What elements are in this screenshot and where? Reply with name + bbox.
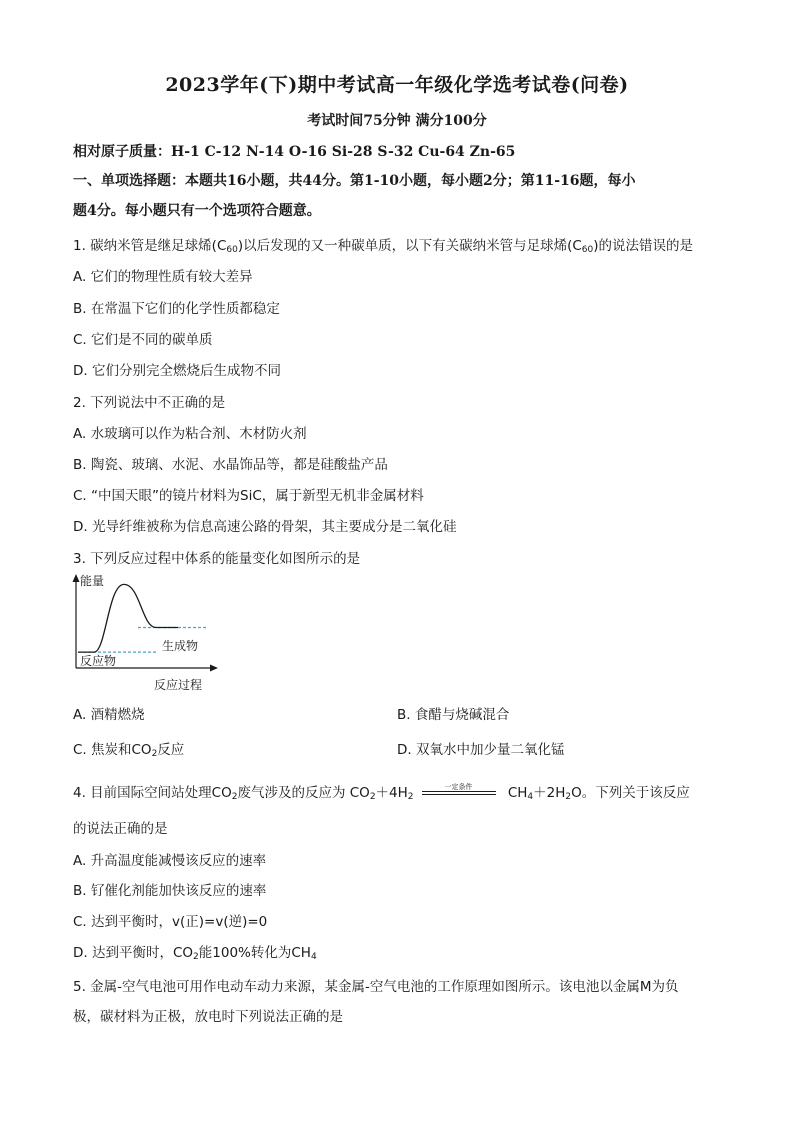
- energy-diagram: [66, 572, 226, 694]
- y-axis-arrow: [73, 574, 80, 582]
- question-3-option-a: A. 酒精燃烧: [73, 707, 145, 723]
- question-3-option-d: D. 双氧水中加少量二氧化锰: [397, 742, 565, 758]
- question-4-option-b: B. 钌催化剂能加快该反应的速率: [73, 883, 267, 899]
- y-axis-label: 能量: [80, 574, 105, 588]
- question-5-stem-line-2: 极，碳材料为正极，放电时下列说法正确的是: [73, 1009, 343, 1025]
- equilibrium-arrow-line: [422, 791, 496, 792]
- x-axis-arrow: [210, 665, 218, 672]
- question-2-option-b: B. 陶瓷、玻璃、水泥、水晶饰品等，都是硅酸盐产品: [73, 457, 388, 473]
- question-2-option-d: D. 光导纤维被称为信息高速公路的骨架，其主要成分是二氧化硅: [73, 519, 457, 535]
- reaction-arrow: [414, 782, 504, 801]
- question-4-option-a: A. 升高温度能减慢该反应的速率: [73, 853, 267, 869]
- question-4-option-c: C. 达到平衡时，v(正)=v(逆)=0: [73, 914, 268, 930]
- question-5-stem-line-1: 5. 金属-空气电池可用作电动车动力来源，某金属-空气电池的工作原理如图所示。该电池以金属M为负: [73, 979, 679, 995]
- question-1-option-b: B. 在常温下它们的化学性质都稳定: [73, 301, 280, 317]
- question-1-option-a: A. 它们的物理性质有较大差异: [73, 269, 253, 285]
- relative-atomic-mass: 相对原子质量：H-1 C-12 N-14 O-16 Si-28 S-32 Cu-64 Zn-65: [73, 144, 516, 160]
- question-2-stem: 2. 下列说法中不正确的是: [73, 395, 226, 411]
- product-label: 生成物: [162, 639, 199, 653]
- section-heading-line-2: 题4分。每小题只有一个选项符合题意。: [73, 203, 321, 219]
- reactant-label: 反应物: [80, 654, 117, 668]
- reaction-condition: 一定条件: [444, 783, 473, 791]
- page-title: 2023学年(下)期中考试高一年级化学选考试卷(问卷): [165, 74, 629, 96]
- question-3-option-c: C. 焦炭和$CO_2$反应: [73, 742, 185, 759]
- question-3-stem: 3. 下列反应过程中体系的能量变化如图所示的是: [73, 551, 361, 567]
- x-axis-label: 反应过程: [154, 678, 203, 692]
- question-4-option-d: D. 达到平衡时，$CO_2$能100%转化为$CH_4$: [73, 945, 317, 962]
- question-1-stem: 1. 碳纳米管是继足球烯$(C_{60})$以后发现的又一种碳单质，以下有关碳纳米管与足球烯$(C_{60})$的说法错误的是: [73, 238, 694, 255]
- section-heading-line-1: 一、单项选择题：本题共16小题，共44分。第1-10小题，每小题2分；第11-16题，每小: [73, 173, 636, 189]
- equilibrium-arrow-line-2: [422, 794, 496, 795]
- question-1-option-d: D. 它们分别完全燃烧后生成物不同: [73, 363, 281, 379]
- question-2-option-a: A. 水玻璃可以作为粘合剂、木材防火剂: [73, 426, 307, 442]
- question-4-stem: 4. 目前国际空间站处理$CO_2$废气涉及的反应为 $CO_2+4H_2^{一定条件}$ $CH_4+2H_2O$。下列关于该反应: [73, 783, 690, 802]
- question-4-stem-line-2: 的说法正确的是: [73, 821, 168, 837]
- exam-time-info: 考试时间75分钟 满分100分: [307, 113, 487, 129]
- question-1-option-c: C. 它们是不同的碳单质: [73, 332, 213, 348]
- question-3-option-b: B. 食醋与烧碱混合: [397, 707, 510, 723]
- question-2-option-c: C. “中国天眼”的镜片材料为SiC，属于新型无机非金属材料: [73, 488, 424, 504]
